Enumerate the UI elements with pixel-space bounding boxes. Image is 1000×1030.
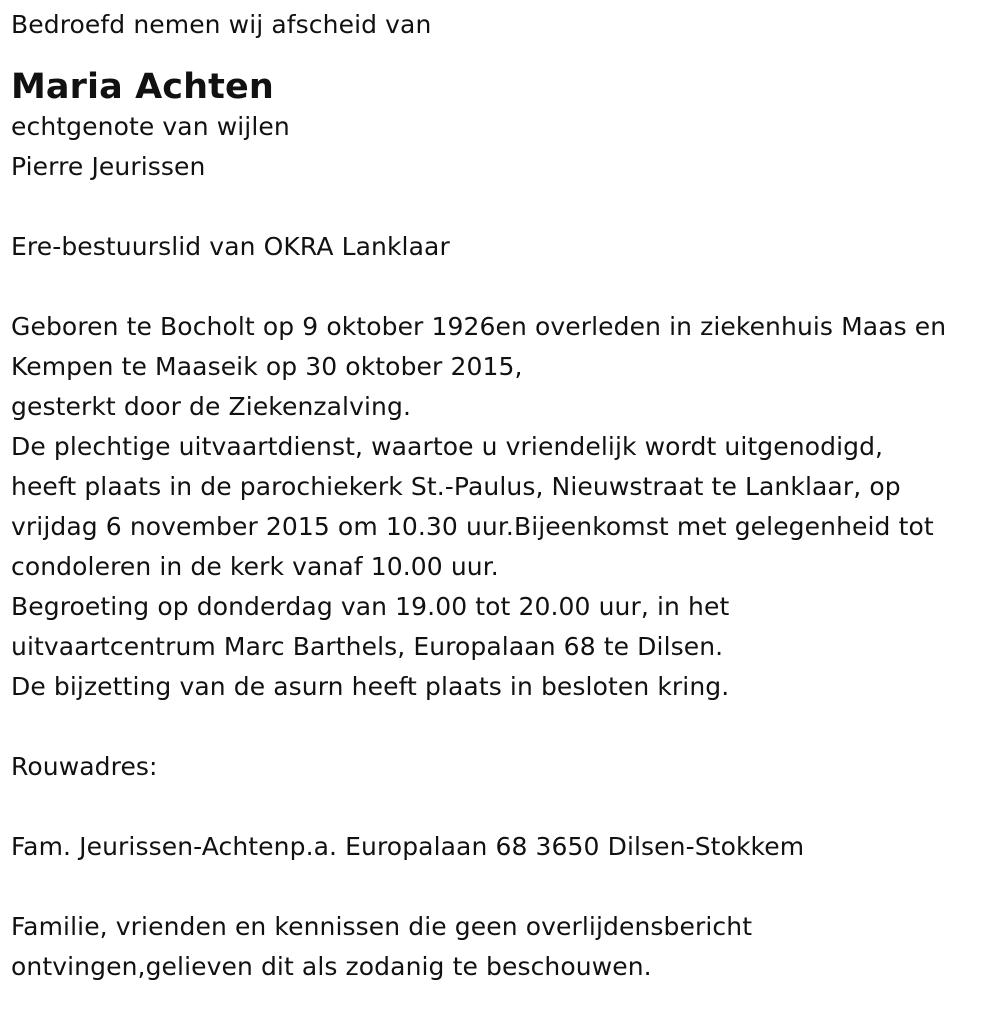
body-line: Geboren te Bocholt op 9 oktober 1926en overleden in ziekenhuis Maas en — [11, 312, 947, 341]
address-text: Fam. Jeurissen-Achtenp.a. Europalaan 68 3650 Dilsen-Stokkem — [11, 832, 805, 861]
body-line: De bijzetting van de asurn heeft plaats in besloten kring. — [11, 672, 730, 701]
body-line: uitvaartcentrum Marc Barthels, Europalaan 68 te Dilsen. — [11, 632, 724, 661]
deceased-name: Maria Achten — [11, 67, 274, 107]
role-text: Ere-bestuurslid van OKRA Lanklaar — [11, 232, 450, 261]
body-line: heeft plaats in de parochiekerk St.-Paulus, Nieuwstraat te Lanklaar, op — [11, 472, 901, 501]
spouse-line-1: echtgenote van wijlen — [11, 112, 290, 141]
body-line: De plechtige uitvaartdienst, waartoe u vriendelijk wordt uitgenodigd, — [11, 432, 884, 461]
spouse-line-2: Pierre Jeurissen — [11, 152, 206, 181]
closing-line: Familie, vrienden en kennissen die geen overlijdensbericht — [11, 912, 753, 941]
body-line: Kempen te Maaseik op 30 oktober 2015, — [11, 352, 523, 381]
body-line: gesterkt door de Ziekenzalving. — [11, 392, 411, 421]
spacer — [11, 867, 996, 907]
spacer — [11, 267, 996, 307]
death-notice — [11, 5, 996, 987]
spacer — [11, 187, 996, 227]
intro-text: Bedroefd nemen wij afscheid van — [11, 10, 432, 39]
spacer — [11, 707, 996, 747]
address-label: Rouwadres: — [11, 752, 158, 781]
spacer — [11, 787, 996, 827]
spacer — [11, 45, 996, 67]
body-line: Begroeting op donderdag van 19.00 tot 20.00 uur, in het — [11, 592, 730, 621]
closing-line: ontvingen,gelieven dit als zodanig te beschouwen. — [11, 952, 652, 981]
body-line: vrijdag 6 november 2015 om 10.30 uur.Bijeenkomst met gelegenheid tot — [11, 512, 934, 541]
body-line: condoleren in de kerk vanaf 10.00 uur. — [11, 552, 499, 581]
